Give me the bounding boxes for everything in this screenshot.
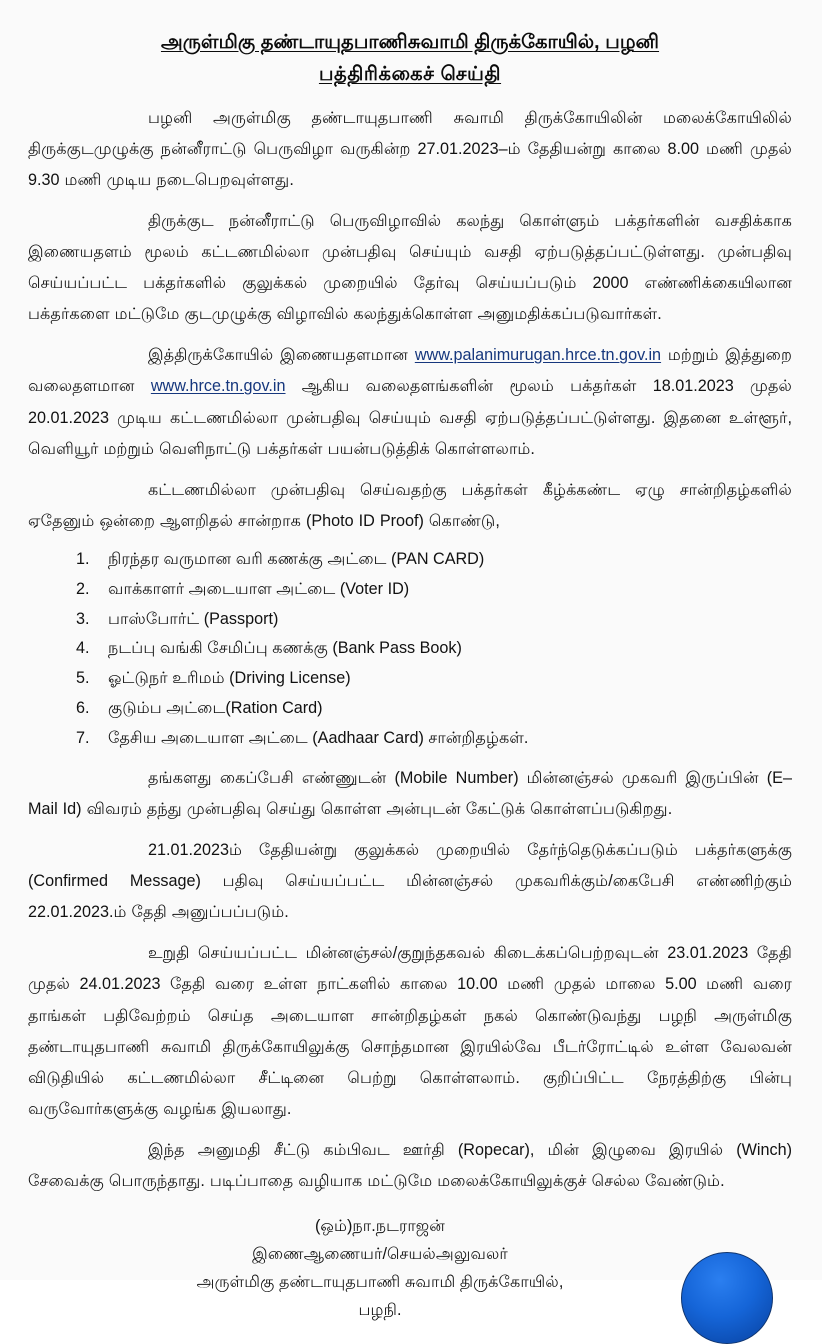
websites-text-part-2: மற்றும் இத்துறை வலைதளமான [28, 346, 792, 396]
signatory-designation: இணைஆணையர்/செயல்அலுவலர் [252, 1245, 508, 1264]
title-line-1-wrap [28, 28, 792, 56]
paragraph-websites [28, 340, 792, 464]
paragraph-photo-id-intro: கட்டணமில்லா முன்பதிவு செய்வதற்கு பக்தர்கள் கீழ்க்கண்ட ஏழு சான்றிதழ்களில் ஏதேனும் ஒன்றை ஆளறிதல் சான்றாக (Photo ID Proof) கொண்டு, [28, 480, 792, 530]
temple-name-heading: அருள்மிகு தண்டாயுதபாணிசுவாமி திருக்கோயில், பழனி [160, 31, 660, 53]
photo-id-proof-list [28, 545, 792, 753]
paragraph-token-collection: உறுதி செய்யப்பட்ட மின்னஞ்சல்/குறுந்தகவல் கிடைக்கப்பெற்றவுடன் 23.01.2023 தேதி முதல் 24.01.2023 தேதி வரை உள்ள நாட்களில் காலை 10.00 மணி முதல் மாலை 5.00 மணி வரை தாங்கள் பதிவேற்றம் செய்த அடையாள சான்றிதழ்கள் நகல் கொண்டுவந்து பழநி அருள்மிகு தண்டாயுதபாணி சுவாமி திருக்கோயிலுக்கு சொந்தமான இரயில்வே பீடர்ரோட்டில் உள்ள வேலவன் விடுதியில் கட்டணமில்லா சீட்டினை பெற்று கொள்ளலாம். குறிப்பிட்ட நேரத்திற்கு பின்பு வருவோர்களுக்கு வழங்க இயலாது. [28, 944, 792, 1118]
palanimurugan-website-link[interactable]: www.palanimurugan.hrce.tn.gov.in [414, 346, 662, 365]
document-title-block [28, 28, 792, 89]
list-item: 2. வாக்காளர் அடையாள அட்டை (Voter ID) [94, 575, 792, 604]
list-item: 7. தேசிய அடையாள அட்டை (Aadhaar Card) சான்றிதழ்கள். [94, 724, 792, 753]
paragraph-online-booking-info: திருக்குட நன்னீராட்டு பெருவிழாவில் கலந்து கொள்ளும் பக்தர்களின் வசதிக்காக இணையதளம் மூலம் கட்டணமில்லா முன்பதிவு செய்யும் வசதி ஏற்படுத்தப்பட்டுள்ளது. முன்பதிவு செய்யப்பட்ட பக்தர்களில் குலுக்கல் முறையில் தேர்வு செய்யப்படும் 2000 எண்ணிக்கையிலான பக்தர்களை மட்டுமே குடமுழுக்கு விழாவில் கலந்துக்கொள்ள அனுமதிக்கப்படுவார்கள். [28, 211, 792, 324]
paragraph-ropecar-winch-exclusion: இந்த அனுமதி சீட்டு கம்பிவட ஊர்தி (Ropecar), மின் இழுவை இரயில் (Winch) சேவைக்கு பொருந்தாது. படிப்பாதை வழியாக மட்டுமே மலைக்கோயிலுக்குச் செல்ல வேண்டும். [28, 1140, 792, 1191]
hrce-website-link[interactable]: www.hrce.tn.gov.in [150, 377, 286, 396]
signatory-name: (ஒம்)நா.நடராஜன் [315, 1217, 445, 1236]
list-item: 5. ஓட்டுநர் உரிமம் (Driving License) [94, 664, 792, 693]
list-item: 4. நடப்பு வங்கி சேமிப்பு கணக்கு (Bank Pass Book) [94, 634, 792, 663]
blue-seal-circle-icon [681, 1252, 773, 1344]
list-item: 1. நிரந்தர வருமான வரி கணக்கு அட்டை (PAN CARD) [94, 545, 792, 574]
press-release-heading: பத்திரிக்கைச் செய்தி [318, 63, 502, 86]
paragraph-festival-schedule: பழனி அருள்மிகு தண்டாயுதபாணி சுவாமி திருக்கோயிலின் மலைக்கோயிலில் திருக்குடமுழுக்கு நன்னீராட்டு பெருவிழா வருகின்ற 27.01.2023–ம் தேதியன்று காலை 8.00 மணி முதல் 9.30 மணி முடிய நடைபெறவுள்ளது. [28, 108, 792, 189]
websites-text-part-1: இத்திருக்கோயில் இணையதளமான [148, 346, 415, 365]
paragraph-mobile-email-request: தங்களது கைப்பேசி எண்ணுடன் (Mobile Number) மின்னஞ்சல் முகவரி இருப்பின் (E–Mail Id) விவரம் தந்து முன்பதிவு செய்து கொள்ள அன்புடன் கேட்டுக் கொள்ளப்படுகிறது. [28, 768, 792, 818]
list-item: 3. பாஸ்போர்ட் (Passport) [94, 605, 792, 634]
paragraph-confirmation-message: 21.01.2023ம் தேதியன்று குலுக்கல் முறையில் தேர்ந்தெடுக்கப்படும் பக்தர்களுக்கு (Confirmed Message) பதிவு செய்யப்பட்ட மின்னஞ்சல் முகவரிக்கும்/கைபேசி எண்ணிற்கும் 22.01.2023.ம் தேதி அனுப்பப்படும். [28, 840, 792, 922]
websites-text-part-3: ஆகிய வலைதளங்களின் மூலம் பக்தர்கள் 18.01.2023 முதல் 20.01.2023 முடிய கட்டணமில்லா முன்பதிவு செய்யும் வசதி ஏற்படுத்தப்பட்டுள்ளது. இதனை உள்ளூர், வெளியூர் மற்றும் வெளிநாட்டு பக்தர்கள் பயன்படுத்திக் கொள்ளலாம். [28, 377, 792, 458]
list-item: 6. குடும்ப அட்டை(Ration Card) [94, 694, 792, 723]
signatory-temple: அருள்மிகு தண்டாயுதபாணி சுவாமி திருக்கோயில், [196, 1272, 564, 1291]
signature-block [28, 1213, 792, 1324]
title-line-2-wrap [28, 60, 792, 88]
signatory-place: பழநி. [358, 1300, 402, 1319]
